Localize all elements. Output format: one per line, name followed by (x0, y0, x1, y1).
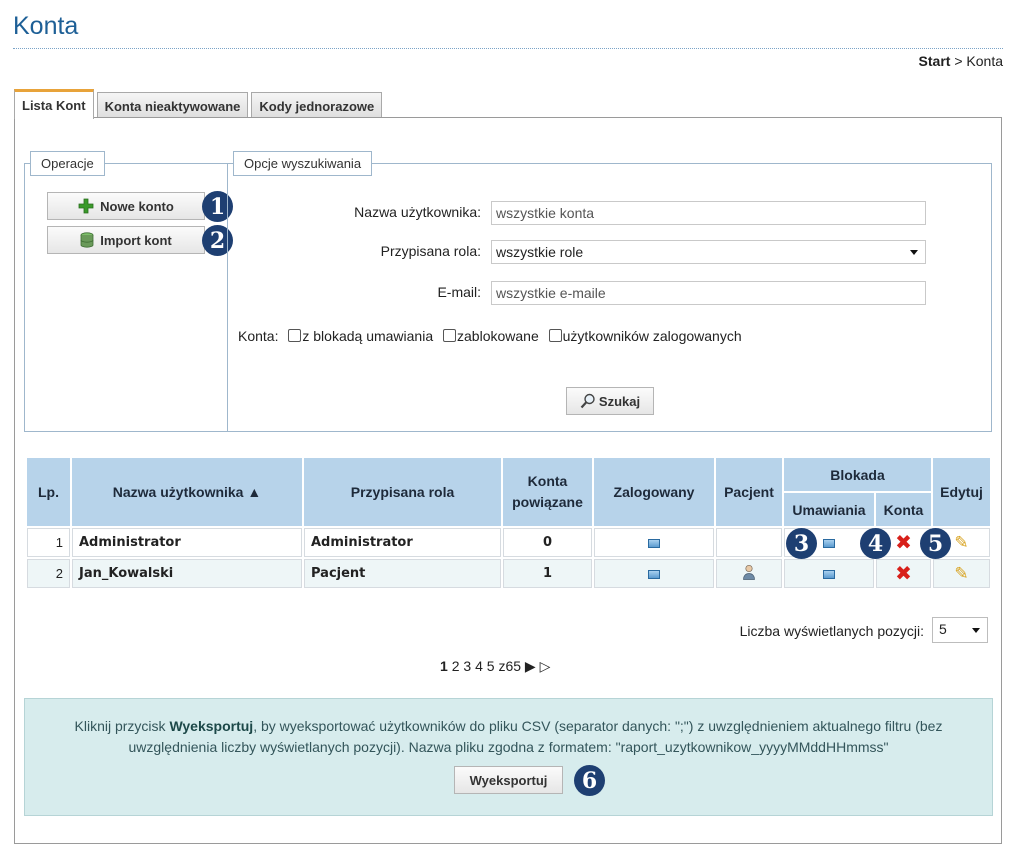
new-account-button[interactable] (47, 192, 205, 220)
header-block-account[interactable]: Konta (876, 493, 931, 526)
logged-status-icon (648, 570, 660, 579)
page-of-label: z (498, 658, 506, 674)
header-logged[interactable]: Zalogowany (594, 458, 714, 526)
blocked-checkbox[interactable] (443, 329, 456, 342)
username-filter-label: Nazwa użytkownika: (354, 204, 481, 220)
row-edit-cell (933, 559, 990, 588)
page-title: Konta (13, 12, 79, 40)
row-linked-count: 1 (503, 559, 592, 588)
page-link[interactable]: 2 (451, 658, 460, 674)
import-accounts-button[interactable] (47, 226, 205, 254)
export-text-line1: , by wyeksportować użytkowników do pliku CSV (separator danych: ";") z uwzględnieniem aktualnego filtru (bez (253, 718, 943, 734)
last-page-icon[interactable]: ▷ (539, 658, 551, 674)
row-account-block-cell (876, 559, 931, 588)
row-logged-cell (594, 528, 714, 557)
export-button[interactable]: Wyeksportuj (454, 766, 563, 794)
next-page-icon[interactable]: ▶ (524, 658, 536, 674)
logged-status-icon (648, 539, 660, 548)
row-lp: 2 (27, 559, 70, 588)
booking-block-checkbox[interactable] (288, 329, 301, 342)
account-flags-label: Konta: (238, 328, 279, 344)
breadcrumb (919, 53, 1003, 69)
header-block: Blokada (784, 458, 931, 491)
callout-badge-5: 5 (920, 528, 951, 559)
row-username: Administrator (72, 528, 302, 557)
header-linked-line2: powiązane (512, 494, 583, 510)
breadcrumb-start[interactable]: Start (918, 53, 951, 69)
tab-panel (14, 117, 1002, 844)
header-linked-line1: Konta (527, 473, 568, 489)
blocked-checkbox-label[interactable]: zablokowane (457, 328, 539, 344)
row-linked-count: 0 (503, 528, 592, 557)
database-icon (80, 232, 94, 248)
logged-users-checkbox-label[interactable]: użytkowników zalogowanych (562, 328, 742, 344)
row-role: Pacjent (304, 559, 501, 588)
operations-legend: Operacje (30, 151, 105, 176)
table-row (27, 559, 990, 588)
booking-block-checkbox-label[interactable]: z blokadą umawiania (302, 328, 434, 344)
account-flags-row (238, 328, 742, 344)
breadcrumb-separator: > (954, 53, 963, 69)
breadcrumb-current: Konta (966, 53, 1003, 69)
booking-block-toggle-icon[interactable] (823, 539, 835, 548)
table-row (27, 528, 990, 557)
row-patient-cell (716, 528, 782, 557)
title-divider (13, 48, 1003, 49)
tab-bar (14, 89, 385, 118)
header-block-booking[interactable]: Umawiania (784, 493, 874, 526)
tab-kody-jednorazowe[interactable]: Kody jednorazowe (251, 92, 382, 120)
per-page-label: Liczba wyświetlanych pozycji: (739, 623, 924, 639)
booking-block-toggle-icon[interactable] (823, 570, 835, 579)
role-filter-label: Przypisana rola: (380, 243, 481, 259)
magnifier-icon (580, 393, 596, 409)
page-link[interactable]: 3 (463, 658, 472, 674)
header-linked-accounts[interactable] (503, 458, 592, 526)
chevron-down-icon (972, 628, 980, 633)
callout-badge-4: 4 (860, 528, 891, 559)
search-options-legend: Opcje wyszukiwania (233, 151, 372, 176)
row-booking-block-cell (784, 559, 874, 588)
block-account-icon[interactable]: ✖ (895, 531, 912, 554)
pagination (440, 658, 550, 675)
callout-badge-1: 1 (202, 191, 233, 222)
role-filter-value: wszystkie role (496, 244, 584, 260)
tab-konta-nieaktywowane[interactable]: Konta nieaktywowane (97, 92, 249, 120)
export-text-before: Kliknij przycisk (74, 718, 170, 734)
callout-badge-2: 2 (202, 225, 233, 256)
email-filter-input[interactable]: wszystkie e-maile (491, 281, 926, 305)
callout-badge-6: 6 (574, 765, 605, 796)
per-page-value: 5 (939, 621, 947, 637)
row-username: Jan_Kowalski (72, 559, 302, 588)
plus-icon (78, 198, 94, 214)
search-button-label: Szukaj (598, 393, 641, 409)
logged-users-checkbox[interactable] (549, 329, 562, 342)
row-patient-cell (716, 559, 782, 588)
edit-pencil-icon[interactable]: ✎ (954, 563, 969, 583)
export-text-bold: Wyeksportuj (169, 718, 254, 734)
block-account-icon[interactable]: ✖ (895, 562, 912, 585)
header-edit: Edytuj (933, 458, 990, 526)
page-current: 1 (440, 658, 448, 674)
operations-fieldset (24, 156, 228, 432)
row-logged-cell (594, 559, 714, 588)
header-role[interactable]: Przypisana rola (304, 458, 501, 526)
page-total[interactable]: 65 (505, 658, 522, 674)
header-lp: Lp. (27, 458, 70, 526)
export-info-box (24, 698, 993, 816)
callout-badge-3: 3 (786, 528, 817, 559)
chevron-down-icon (910, 250, 918, 255)
per-page-select[interactable] (932, 617, 988, 643)
import-accounts-label: Import kont (100, 232, 172, 248)
header-username[interactable]: Nazwa użytkownika ▲ (72, 458, 302, 526)
header-patient[interactable]: Pacjent (716, 458, 782, 526)
page-link[interactable]: 5 (486, 658, 495, 674)
export-description (25, 716, 992, 758)
search-options-fieldset (227, 156, 992, 432)
page-link[interactable]: 4 (475, 658, 483, 674)
email-filter-label: E-mail: (437, 284, 481, 300)
edit-pencil-icon[interactable]: ✎ (954, 532, 969, 552)
username-filter-input[interactable]: wszystkie konta (491, 201, 926, 225)
new-account-label: Nowe konto (100, 198, 174, 214)
row-role: Administrator (304, 528, 501, 557)
patient-person-icon[interactable] (742, 564, 756, 580)
tab-lista-kont[interactable]: Lista Kont (14, 89, 94, 119)
export-text-line2: uwzględnienia liczby wyświetlanych pozycji). Nazwa pliku zgodna z formatem: "raport_uzytkownikow_yyyyMMddHHmmss" (128, 739, 889, 755)
search-button[interactable] (566, 387, 654, 415)
row-lp: 1 (27, 528, 70, 557)
accounts-table (25, 456, 992, 590)
role-filter-select[interactable] (491, 240, 926, 264)
